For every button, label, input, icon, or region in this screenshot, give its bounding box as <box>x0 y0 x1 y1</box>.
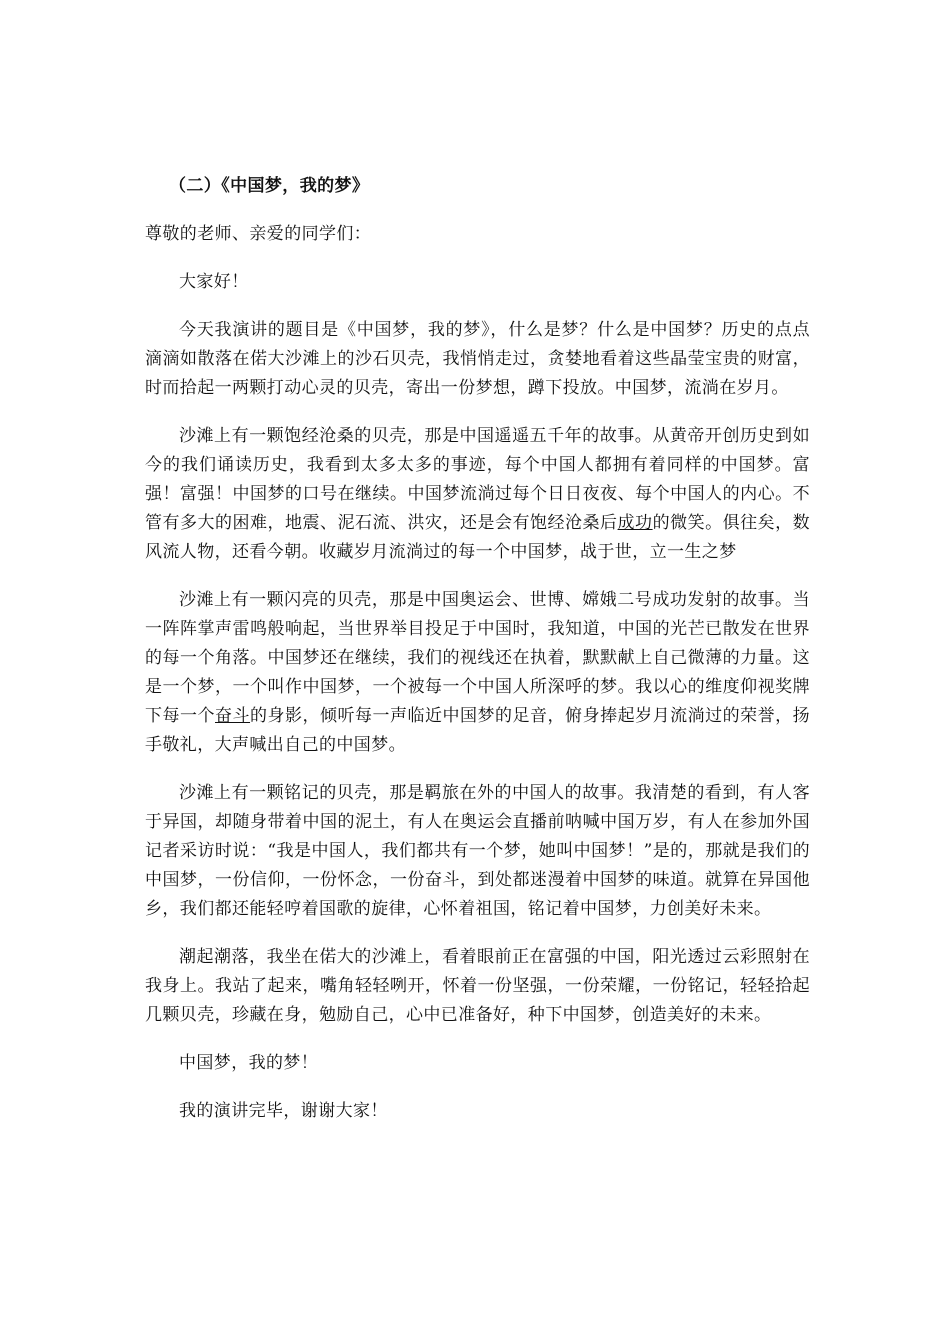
underlined-word-struggle: 奋斗 <box>215 706 251 726</box>
greeting: 大家好！ <box>179 272 249 292</box>
closing-thanks: 我的演讲完毕，谢谢大家！ <box>179 1101 388 1121</box>
paragraph-5: 潮起潮落，我坐在偌大的沙滩上，看着眼前正在富强的中国，阳光透过云彩照射在我身上。我站了起来，嘴角轻轻咧开，怀着一份坚强，一份荣耀，一份铭记，轻轻拾起几颗贝壳，珍藏在身，勉励自己，心中已准备好，种下中国梦，创造美好的未来。 <box>145 947 810 1025</box>
paragraph-1: 今天我演讲的题目是《中国梦，我的梦》，什么是梦？什么是中国梦？历史的点点滴滴如散落在偌大沙滩上的沙石贝壳，我悄悄走过，贪婪地看着这些晶莹宝贵的财富，时而拾起一两颗打动心灵的贝壳，寄出一份梦想，蹲下投放。中国梦，流淌在岁月。 <box>145 320 810 398</box>
paragraph-4: 沙滩上有一颗铭记的贝壳，那是羁旅在外的中国人的故事。我清楚的看到，有人客于异国，却随身带着中国的泥土，有人在奥运会直播前呐喊中国万岁，有人在参加外国记者采访时说：“我是中国人，我们都共有一个梦，她叫中国梦！”是的，那就是我们的中国梦，一份信仰，一份怀念，一份奋斗，到处都迷漫着中国梦的味道。就算在异国他乡，我们都还能轻哼着国歌的旋律，心怀着祖国，铭记着中国梦，力创美好未来。 <box>145 783 810 919</box>
document-body <box>145 172 810 1145</box>
paragraph-3-text-a: 沙滩上有一颗闪亮的贝壳，那是中国奥运会、世博、嫦娥二号成功发射的故事。当一阵阵掌声雷鸣般响起，当世界举目投足于中国时，我知道，中国的光芒已散发在世界的每一个角落。中国梦还在继续，我们的视线还在执着，默默献上自己微薄的力量。这是一个梦，一个叫作中国梦，一个被每一个中国人所深呼的梦。我以心的维度仰视奖牌下每一个 <box>145 590 810 726</box>
underlined-word-success: 成功 <box>617 513 653 533</box>
salutation: 尊敬的老师、亲爱的同学们： <box>145 224 372 244</box>
closing-line: 中国梦，我的梦！ <box>179 1053 319 1073</box>
paragraph-3 <box>145 586 810 760</box>
paragraph-2-text-a: 沙滩上有一颗饱经沧桑的贝壳，那是中国遥遥五千年的故事。从黄帝开创历史到如今的我们诵读历史，我看到太多太多的事迹，每个中国人都拥有着同样的中国梦。富强！富强！中国梦的口号在继续。中国梦流淌过每个日日夜夜、每个中国人的内心。不管有多大的困难，地震、泥石流、洪灾，还是会有饱经沧桑后 <box>145 426 810 533</box>
document-title: （二）《中国梦，我的梦》 <box>169 176 370 196</box>
paragraph-2 <box>145 422 810 567</box>
paragraph-3-text-b: 的身影，倾听每一声临近中国梦的足音，俯身捧起岁月流淌过的荣誉，扬手敬礼，大声喊出自己的中国梦。 <box>145 706 810 755</box>
paragraph-2-text-b: 的微笑。俱往矣，数风流人物，还看今朝。收藏岁月流淌过的每一个中国梦，战于世，立一生之梦 <box>145 513 810 562</box>
